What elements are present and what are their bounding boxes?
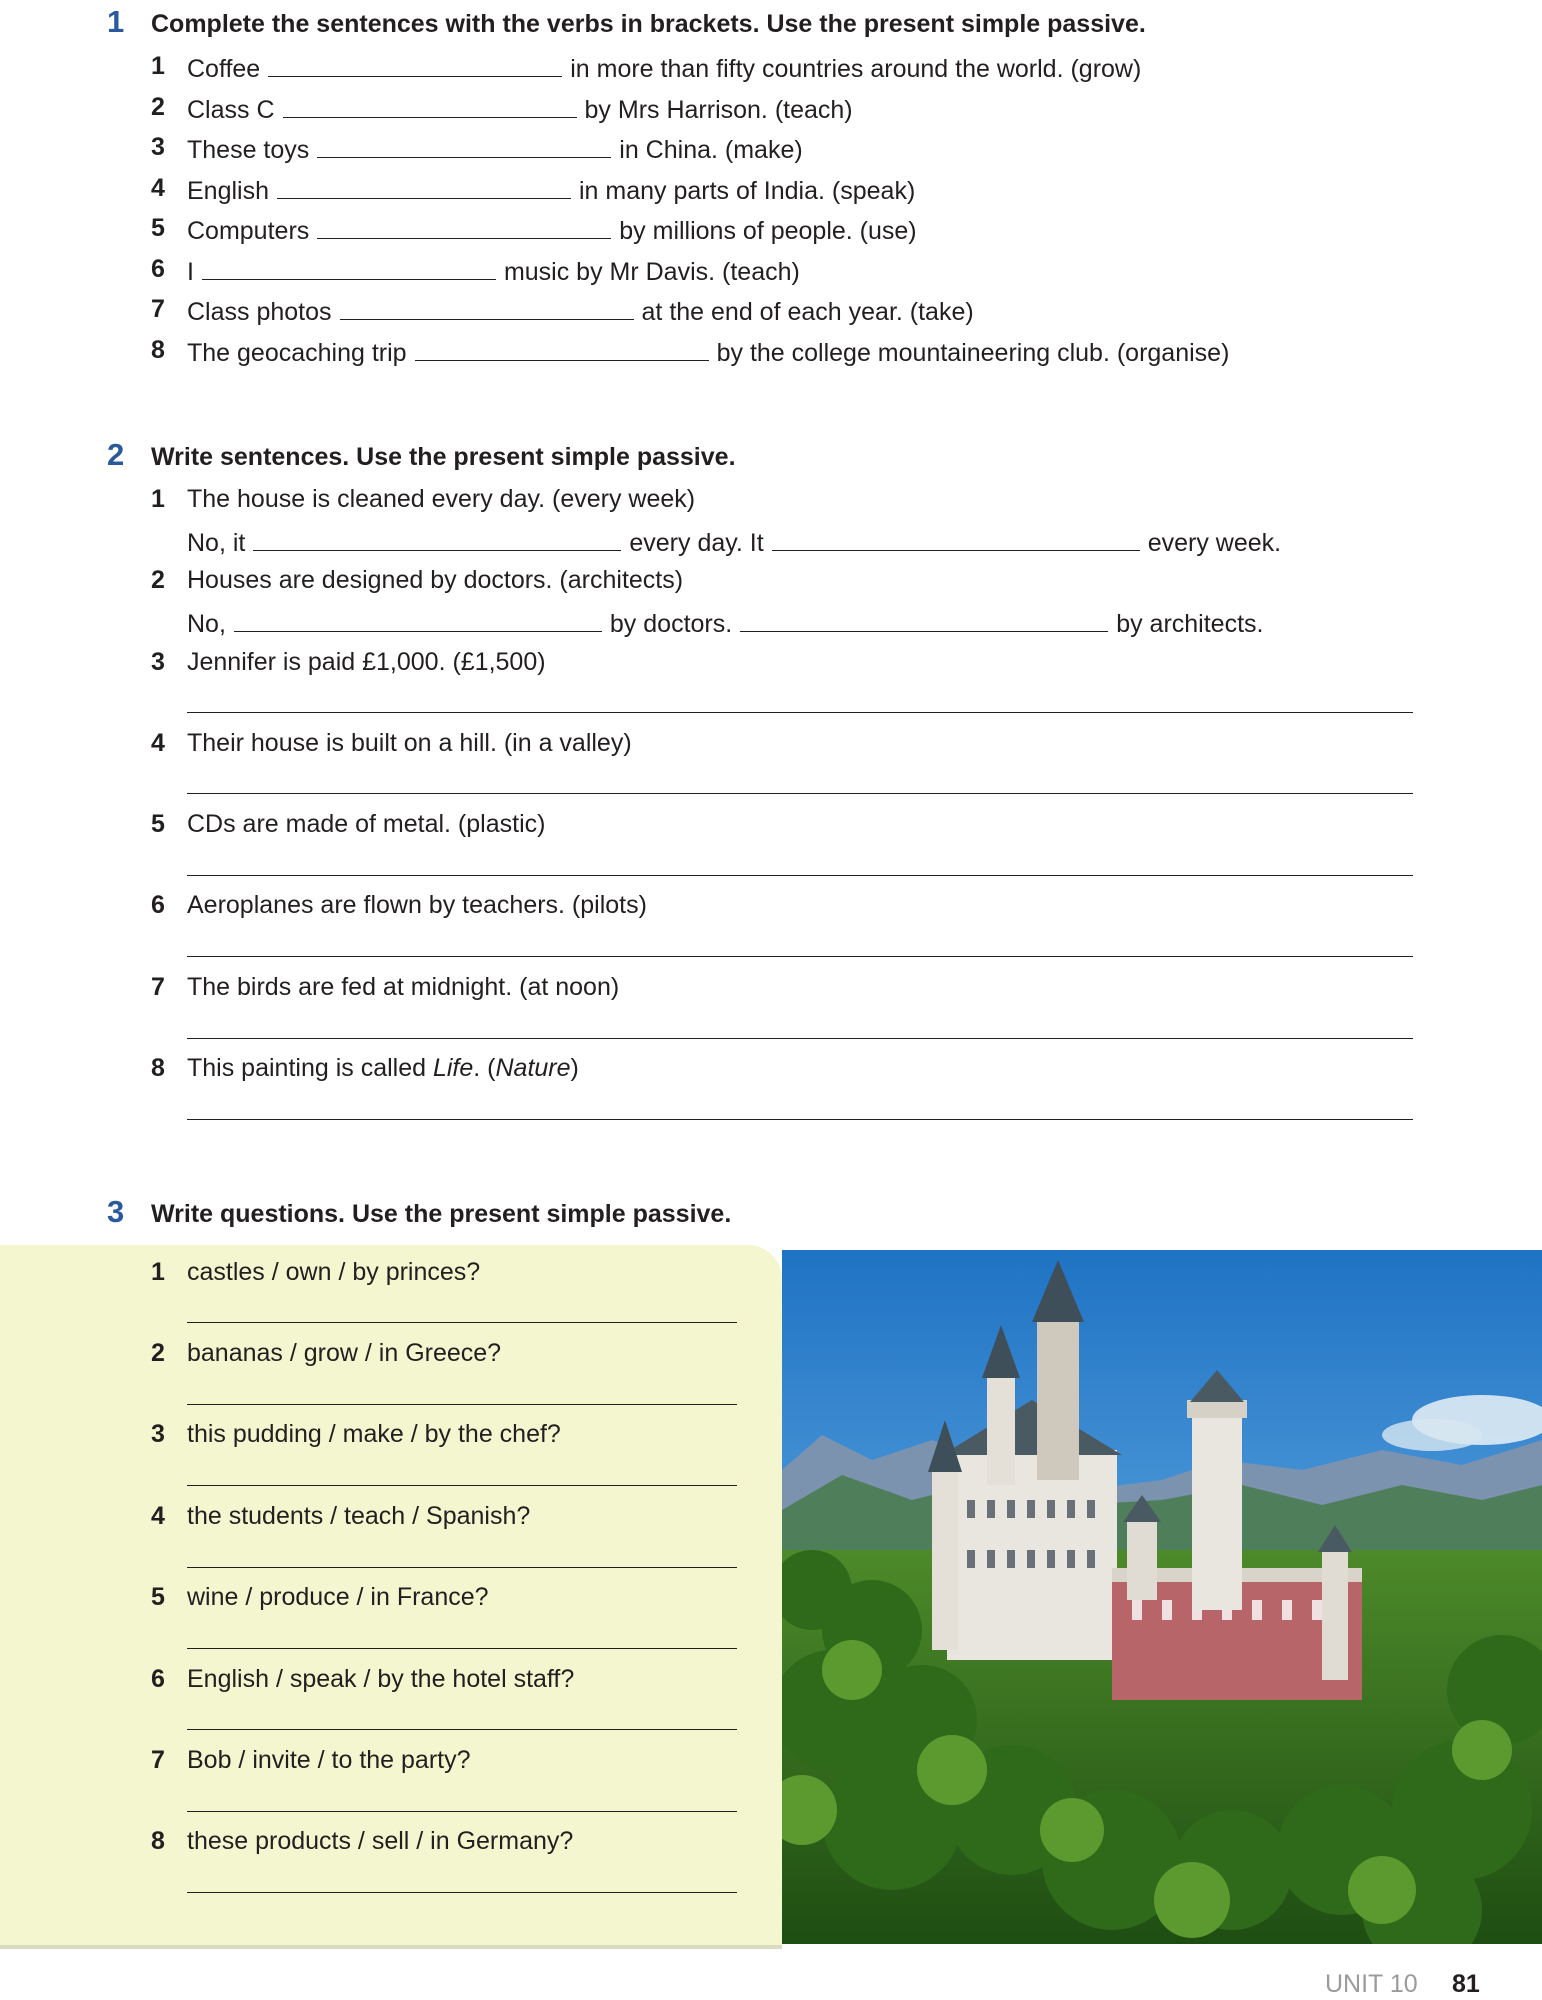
item-number: 3 xyxy=(151,648,165,676)
item-text: I xyxy=(187,258,194,286)
answer-blank[interactable] xyxy=(340,295,634,320)
answer-line[interactable] xyxy=(187,1404,737,1405)
exercise-3-title: Write questions. Use the present simple passive. xyxy=(151,1200,732,1228)
item-text: bananas / grow / in Greece? xyxy=(187,1339,502,1367)
answer-line[interactable] xyxy=(187,1322,737,1323)
answer-line[interactable] xyxy=(187,1038,1413,1039)
item-text: Computers xyxy=(187,217,310,245)
exercise-1-title: Complete the sentences with the verbs in brackets. Use the present simple passive. xyxy=(151,10,1146,38)
answer-blank[interactable] xyxy=(277,174,571,199)
item-text: castles / own / by princes? xyxy=(187,1258,481,1286)
answer-suffix: every week. xyxy=(1147,529,1282,557)
item-text: by Mrs Harrison. (teach) xyxy=(584,96,853,124)
footer-unit: UNIT 10 xyxy=(1325,1970,1418,1998)
answer-line[interactable] xyxy=(187,875,1413,876)
answer-blank[interactable] xyxy=(234,607,602,632)
item-text: at the end of each year. (take) xyxy=(641,298,974,326)
item-text: Houses are designed by doctors. (architects) xyxy=(187,566,684,594)
answer-blank[interactable] xyxy=(740,607,1108,632)
item-number: 8 xyxy=(151,336,165,364)
item-number: 3 xyxy=(151,133,165,161)
footer-page-number: 81 xyxy=(1452,1970,1480,1998)
item-number: 5 xyxy=(151,1583,165,1611)
item-number: 1 xyxy=(151,1258,165,1286)
item-text: the students / teach / Spanish? xyxy=(187,1502,531,1530)
item-text: by millions of people. (use) xyxy=(619,217,917,245)
exercise-2-number: 2 xyxy=(107,437,125,472)
item-text: Bob / invite / to the party? xyxy=(187,1746,471,1774)
item-text: in many parts of India. (speak) xyxy=(579,177,916,205)
answer-blank[interactable] xyxy=(772,526,1140,551)
item-text-italic: Life xyxy=(432,1054,474,1082)
item-number: 7 xyxy=(151,1746,165,1774)
item-number: 1 xyxy=(151,52,165,80)
answer-blank[interactable] xyxy=(253,526,621,551)
item-number: 5 xyxy=(151,214,165,242)
answer-blank[interactable] xyxy=(202,255,496,280)
item-text: CDs are made of metal. (plastic) xyxy=(187,810,546,838)
item-number: 3 xyxy=(151,1420,165,1448)
answer-prefix: No, it xyxy=(187,529,246,557)
answer-middle: by doctors. xyxy=(609,610,733,638)
answer-line[interactable] xyxy=(187,793,1413,794)
item-number: 6 xyxy=(151,255,165,283)
item-number: 6 xyxy=(151,891,165,919)
item-text: in China. (make) xyxy=(619,136,803,164)
item-text: wine / produce / in France? xyxy=(187,1583,489,1611)
answer-line[interactable] xyxy=(187,1485,737,1486)
exercise-1-number: 1 xyxy=(107,4,125,39)
answer-prefix: No, xyxy=(187,610,226,638)
exercise-3-number: 3 xyxy=(107,1194,125,1229)
item-text: these products / sell / in Germany? xyxy=(187,1827,574,1855)
item-text: Their house is built on a hill. (in a valley) xyxy=(187,729,632,757)
panel-shadow xyxy=(0,1945,782,1949)
item-text: English / speak / by the hotel staff? xyxy=(187,1665,575,1693)
item-text: Class C xyxy=(187,96,275,124)
item-text: This painting is called xyxy=(187,1054,433,1082)
item-number: 2 xyxy=(151,93,165,121)
item-number: 4 xyxy=(151,1502,165,1530)
item-text: in more than fifty countries around the world. (grow) xyxy=(570,55,1142,83)
item-number: 4 xyxy=(151,174,165,202)
answer-line[interactable] xyxy=(187,1567,737,1568)
item-text: The geocaching trip xyxy=(187,339,407,367)
answer-blank[interactable] xyxy=(268,52,562,77)
item-text: The house is cleaned every day. (every week) xyxy=(187,485,696,513)
item-text: Coffee xyxy=(187,55,261,83)
item-text: These toys xyxy=(187,136,310,164)
item-number: 8 xyxy=(151,1054,165,1082)
item-number: 1 xyxy=(151,485,165,513)
item-number: 2 xyxy=(151,1339,165,1367)
item-number: 5 xyxy=(151,810,165,838)
exercise-2-title: Write sentences. Use the present simple passive. xyxy=(151,443,736,471)
item-number: 7 xyxy=(151,973,165,1001)
answer-blank[interactable] xyxy=(283,93,577,118)
answer-blank[interactable] xyxy=(415,336,709,361)
answer-line[interactable] xyxy=(187,1648,737,1649)
item-text: music by Mr Davis. (teach) xyxy=(503,258,800,286)
item-text: The birds are fed at midnight. (at noon) xyxy=(187,973,620,1001)
item-text: . ( xyxy=(473,1054,496,1082)
item-text: ) xyxy=(570,1054,579,1082)
castle-photo xyxy=(782,1250,1542,1944)
answer-line[interactable] xyxy=(187,1119,1413,1120)
item-text-italic: Nature xyxy=(495,1054,571,1082)
answer-blank[interactable] xyxy=(317,214,611,239)
answer-line[interactable] xyxy=(187,712,1413,713)
answer-suffix: by architects. xyxy=(1116,610,1264,638)
answer-blank[interactable] xyxy=(317,133,611,158)
answer-line[interactable] xyxy=(187,1811,737,1812)
answer-line[interactable] xyxy=(187,956,1413,957)
exercise-3-heading xyxy=(107,1194,731,1230)
answer-middle: every day. It xyxy=(629,529,764,557)
exercise-1-heading xyxy=(107,4,1146,40)
item-number: 2 xyxy=(151,566,165,594)
item-text: Class photos xyxy=(187,298,332,326)
exercise-2-heading xyxy=(107,437,736,473)
item-number: 6 xyxy=(151,1665,165,1693)
answer-line[interactable] xyxy=(187,1892,737,1893)
answer-line[interactable] xyxy=(187,1729,737,1730)
item-text: this pudding / make / by the chef? xyxy=(187,1420,561,1448)
item-number: 8 xyxy=(151,1827,165,1855)
item-text: Aeroplanes are flown by teachers. (pilots) xyxy=(187,891,647,919)
item-text: by the college mountaineering club. (organise) xyxy=(716,339,1230,367)
item-text: Jennifer is paid £1,000. (£1,500) xyxy=(187,648,546,676)
item-text: English xyxy=(187,177,269,205)
item-number: 7 xyxy=(151,295,165,323)
item-number: 4 xyxy=(151,729,165,757)
